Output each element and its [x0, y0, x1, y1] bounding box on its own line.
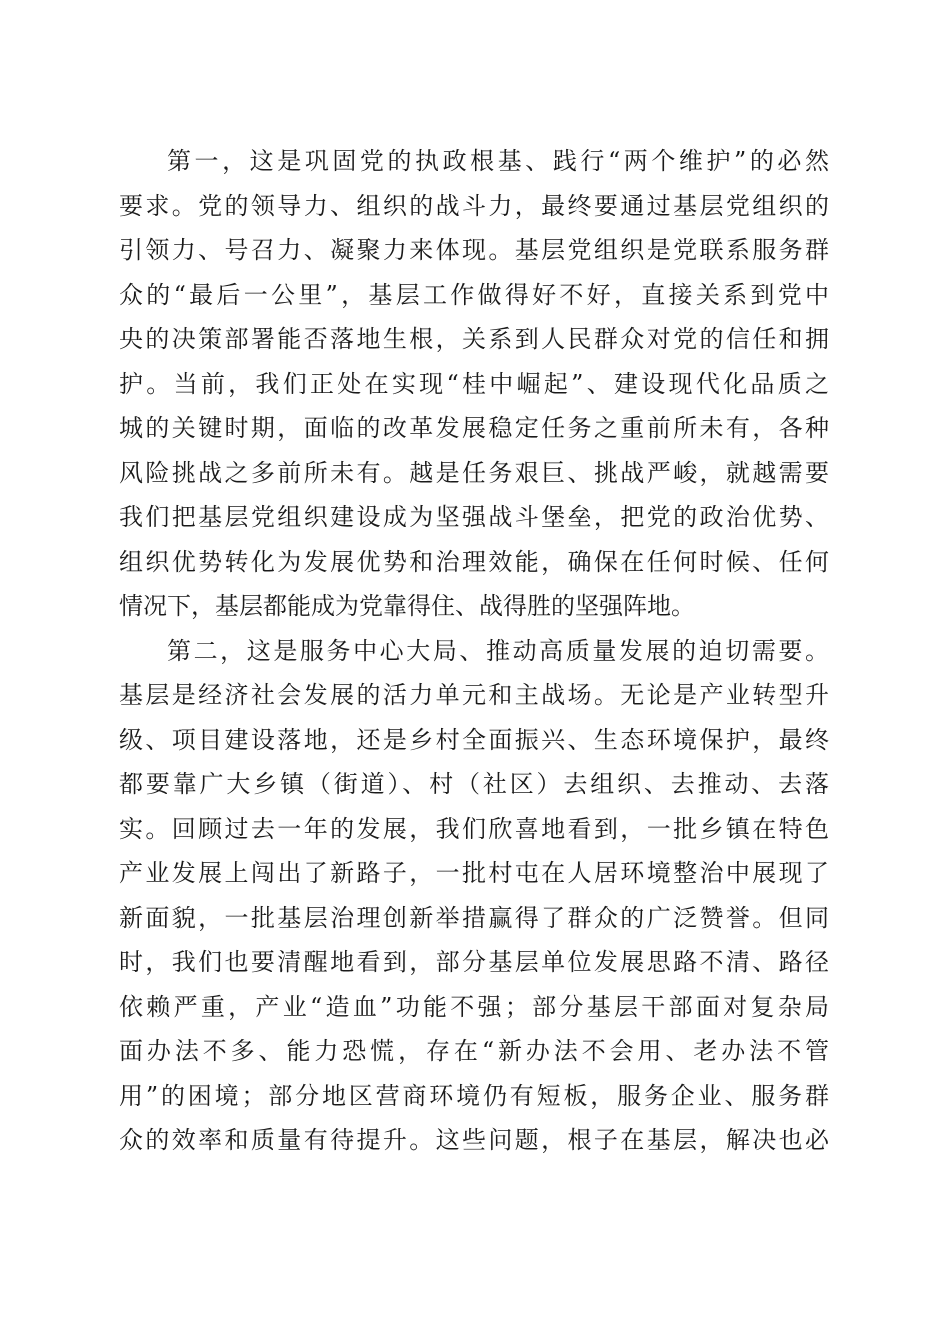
document-body: [119, 139, 829, 1163]
paragraph-line: 实。回顾过去一年的发展，我们欣喜地看到，一批乡镇在特色: [119, 814, 829, 843]
paragraph-line: 用”的困境；部分地区营商环境仍有短板，服务企业、服务群: [119, 1081, 829, 1110]
paragraph-line: 面办法不多、能力恐慌，存在“新办法不会用、老办法不管: [119, 1037, 829, 1065]
paragraph-line: 央的决策部署能否落地生根，关系到人民群众对党的信任和拥: [119, 325, 829, 353]
paragraph-line: 众的效率和质量有待提升。这些问题，根子在基层，解决也必: [119, 1126, 829, 1154]
paragraph-line: 众的“最后一公里”，基层工作做得好不好，直接关系到党中: [119, 280, 829, 309]
paragraph-line: 引领力、号召力、凝聚力来体现。基层党组织是党联系服务群: [119, 236, 829, 264]
paragraph-line: 组织优势转化为发展优势和治理效能，确保在任何时候、任何: [119, 547, 829, 576]
paragraph-line: 时，我们也要清醒地看到，部分基层单位发展思路不清、路径: [119, 948, 829, 976]
paragraph-2: [119, 629, 829, 1163]
paragraph-line: 护。当前，我们正处在实现“桂中崛起”、建设现代化品质之: [119, 369, 829, 398]
paragraph-line: 风险挑战之多前所未有。越是任务艰巨、挑战严峻，就越需要: [119, 458, 829, 487]
paragraph-line: 我们把基层党组织建设成为坚强战斗堡垒，把党的政治优势、: [119, 503, 829, 531]
paragraph-line: 级、项目建设落地，还是乡村全面振兴、生态环境保护，最终: [119, 725, 829, 754]
paragraph-line: 基层是经济社会发展的活力单元和主战场。无论是产业转型升: [119, 681, 829, 709]
paragraph-1: [119, 139, 829, 629]
paragraph-line: 都要靠广大乡镇（街道）、村（社区）去组织、去推动、去落: [119, 770, 829, 798]
paragraph-line: 第一，这是巩固党的执政根基、践行“两个维护”的必然: [167, 147, 829, 175]
paragraph-line: 情况下，基层都能成为党靠得住、战得胜的坚强阵地。: [119, 592, 695, 620]
paragraph-line: 新面貌，一批基层治理创新举措赢得了群众的广泛赞誉。但同: [119, 903, 829, 932]
paragraph-line: 依赖严重，产业“造血”功能不强；部分基层干部面对复杂局: [119, 992, 829, 1021]
paragraph-line: 城的关键时期，面临的改革发展稳定任务之重前所未有，各种: [119, 414, 829, 442]
paragraph-line: 要求。党的领导力、组织的战斗力，最终要通过基层党组织的: [119, 191, 829, 220]
paragraph-line: 第二，这是服务中心大局、推动高质量发展的迫切需要。: [167, 636, 829, 665]
paragraph-line: 产业发展上闯出了新路子，一批村屯在人居环境整治中展现了: [119, 859, 829, 887]
